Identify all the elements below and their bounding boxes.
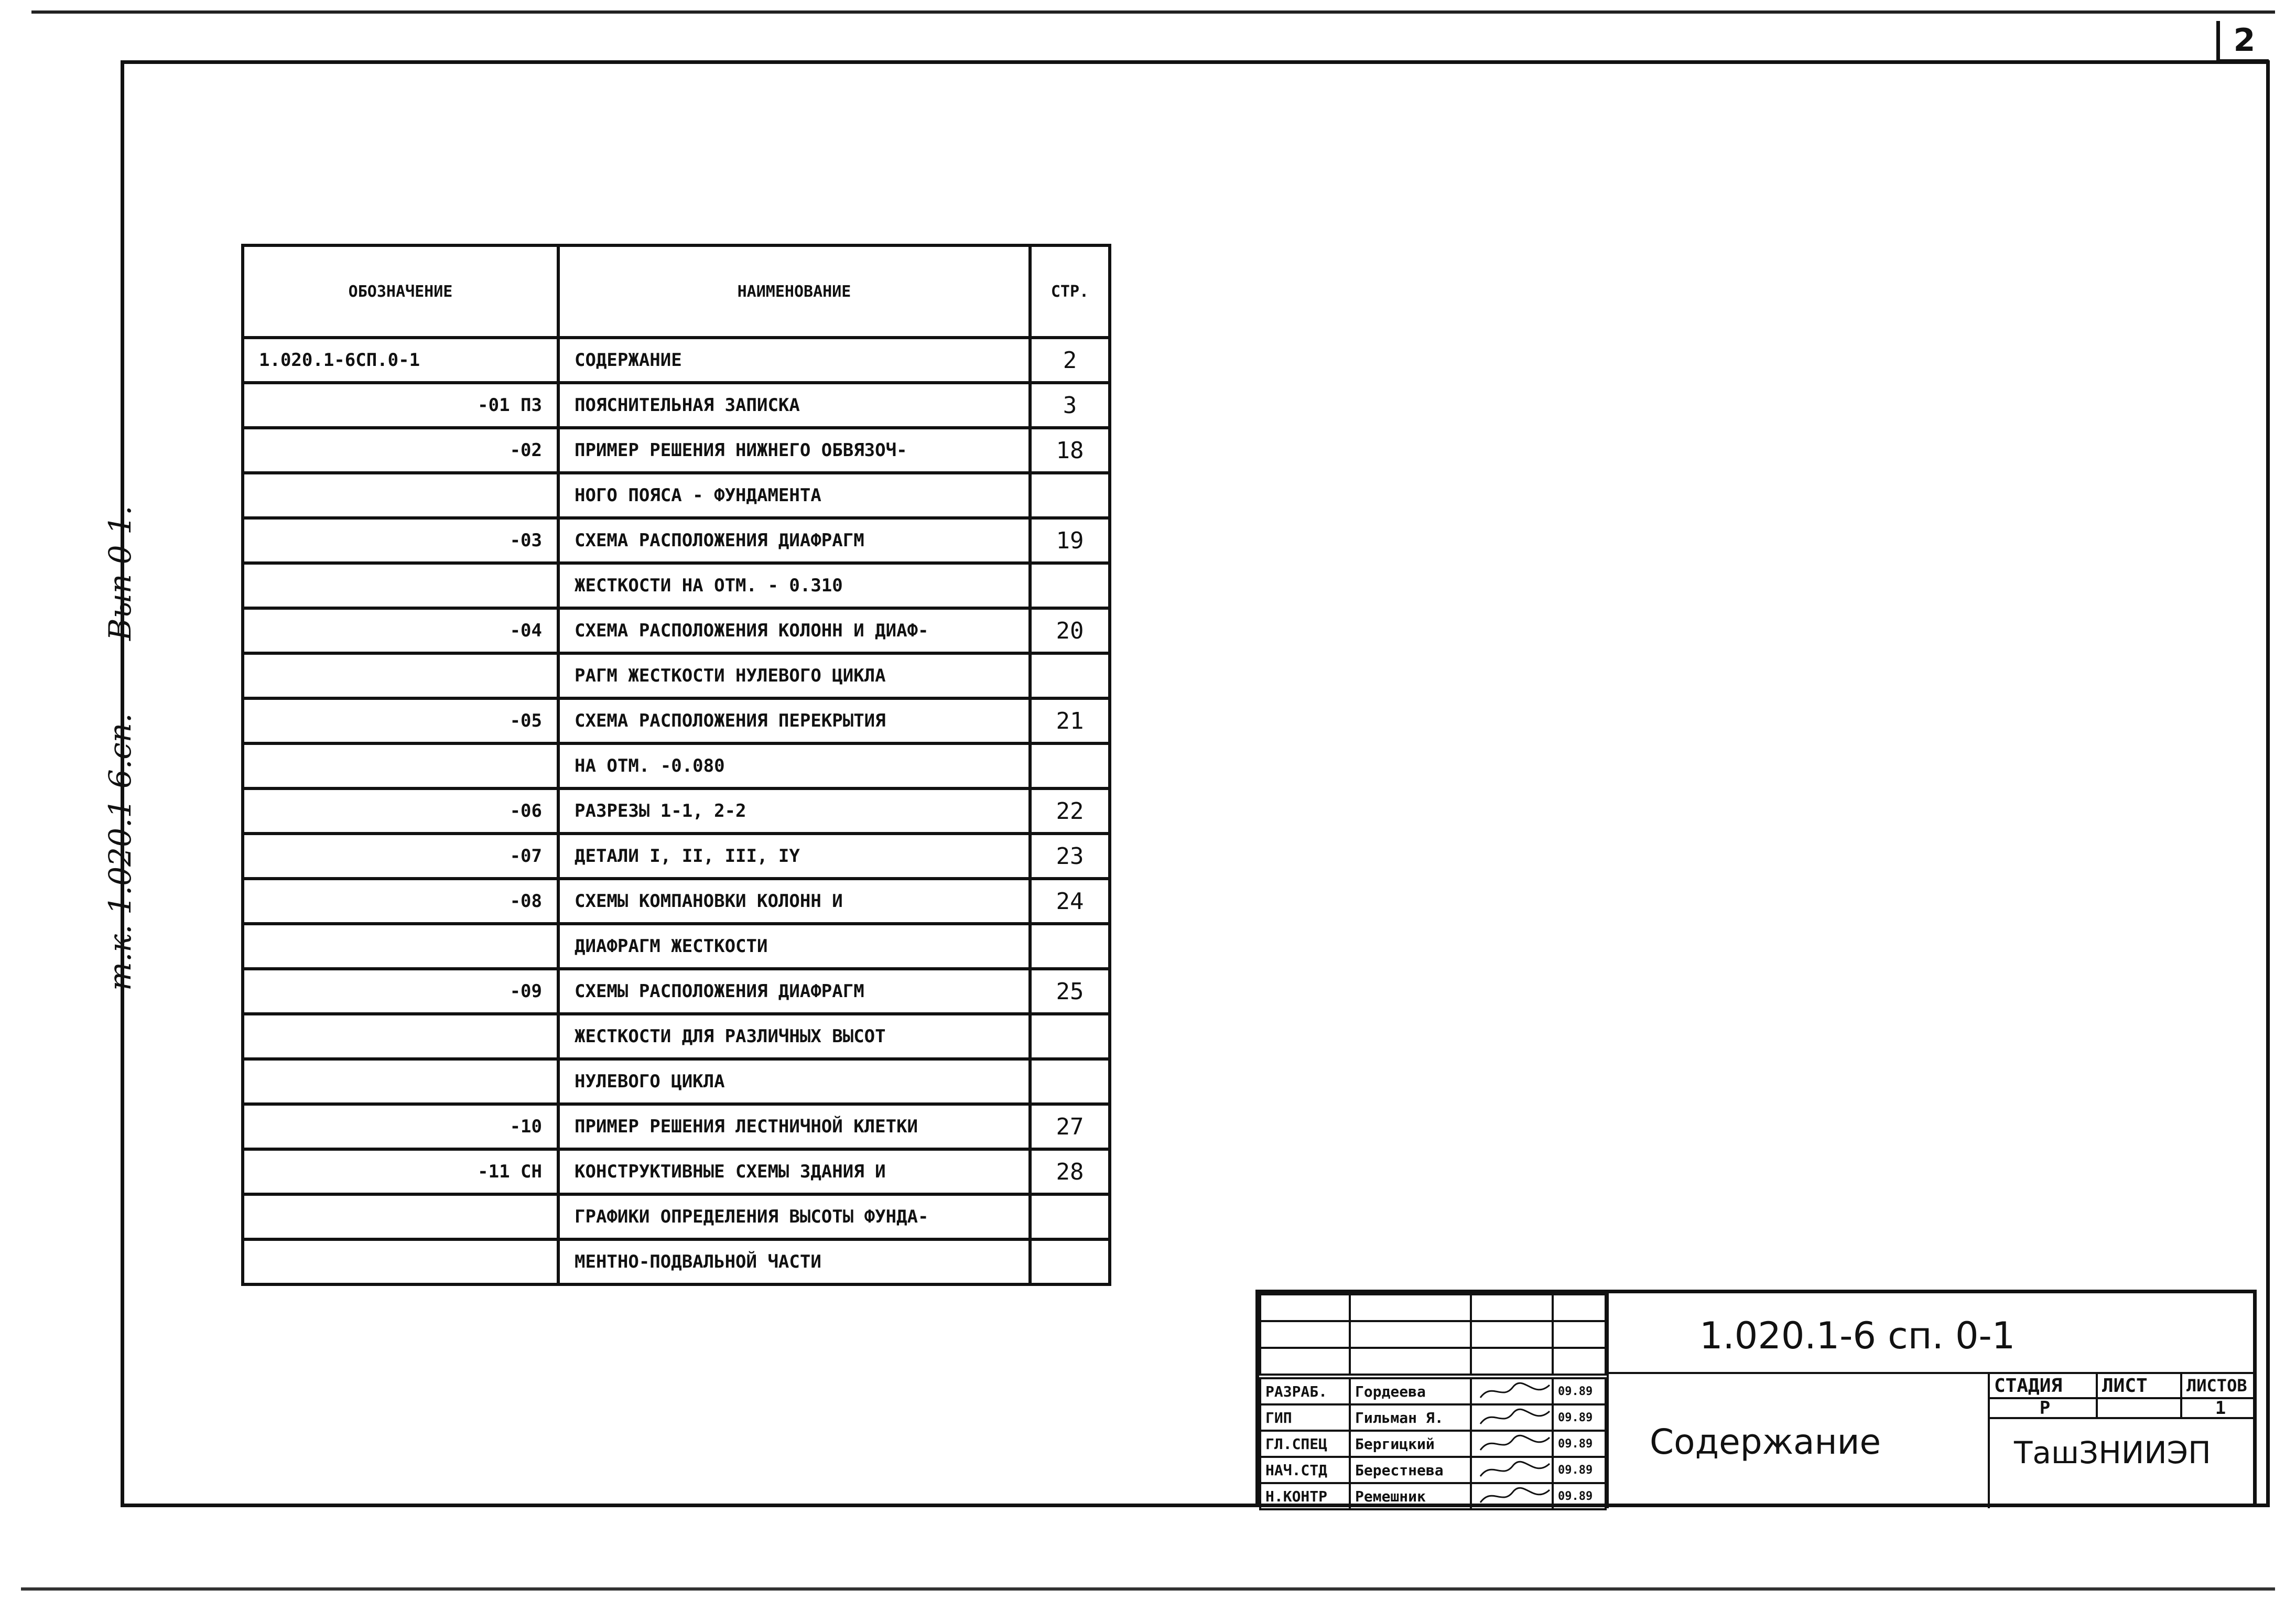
contents-designation: -03 (243, 518, 558, 563)
contents-page: 24 (1030, 879, 1110, 924)
contents-row (243, 563, 1110, 608)
contents-page (1030, 743, 1110, 788)
series-label: т.к. 1.020.1-6.сп. (102, 713, 138, 991)
document-code: 1.020.1-6 сп. 0-1 (1699, 1314, 2016, 1357)
tb-blank (1552, 1320, 1607, 1349)
signature-date: 09.89 (1552, 1456, 1607, 1484)
contents-page: 19 (1030, 518, 1110, 563)
contents-row (243, 1059, 1110, 1104)
contents-row (243, 1239, 1110, 1284)
tb-blank (1349, 1293, 1472, 1322)
contents-name: МЕНТНО-ПОДВАЛЬНОЙ ЧАСТИ (558, 1239, 1030, 1284)
contents-page: 22 (1030, 788, 1110, 834)
signature-name: Бергицкий (1349, 1430, 1472, 1458)
signature-role: Н.КОНТР (1259, 1482, 1351, 1510)
contents-row (243, 1014, 1110, 1059)
contents-page: 28 (1030, 1149, 1110, 1194)
stage-header: СТАДИЯ (1988, 1372, 2098, 1399)
contents-designation (243, 743, 558, 788)
contents-designation (243, 1059, 558, 1104)
contents-page (1030, 1239, 1110, 1284)
contents-designation: -08 (243, 879, 558, 924)
contents-row (243, 924, 1110, 969)
contents-name: СХЕМА РАСПОЛОЖЕНИЯ ПЕРЕКРЫТИЯ (558, 698, 1030, 743)
contents-page (1030, 653, 1110, 698)
tb-blank (1349, 1320, 1472, 1349)
document-title: Содержание (1650, 1422, 1881, 1462)
contents-row (243, 788, 1110, 834)
contents-designation (243, 924, 558, 969)
contents-row (243, 383, 1110, 428)
contents-page (1030, 1194, 1110, 1239)
contents-page (1030, 1059, 1110, 1104)
contents-name: ПРИМЕР РЕШЕНИЯ НИЖНЕГО ОБВЯЗОЧ- (558, 428, 1030, 473)
signature-date: 09.89 (1552, 1377, 1607, 1405)
contents-row (243, 338, 1110, 383)
contents-page (1030, 563, 1110, 608)
sheet-header: ЛИСТ (2096, 1372, 2182, 1399)
organization: ТашЗНИИЭП (2014, 1435, 2211, 1471)
contents-name: ДЕТАЛИ I, II, III, IY (558, 834, 1030, 879)
contents-designation: -10 (243, 1104, 558, 1149)
contents-page: 3 (1030, 383, 1110, 428)
contents-name: ЖЕСТКОСТИ ДЛЯ РАЗЛИЧНЫХ ВЫСОТ (558, 1014, 1030, 1059)
header-name: НАИМЕНОВАНИЕ (558, 245, 1030, 338)
contents-row (243, 698, 1110, 743)
contents-designation: 1.020.1-6СП.0-1 (243, 338, 558, 383)
contents-page: 23 (1030, 834, 1110, 879)
contents-designation (243, 1194, 558, 1239)
contents-name: СХЕМЫ РАСПОЛОЖЕНИЯ ДИАФРАГМ (558, 969, 1030, 1014)
header-page: СТР. (1030, 245, 1110, 338)
signature-name: Гильман Я. (1349, 1403, 1472, 1432)
tb-blank (1349, 1347, 1472, 1376)
tb-blank (1470, 1347, 1554, 1376)
tb-blank (1259, 1293, 1351, 1322)
tb-blank (1552, 1293, 1607, 1322)
contents-row (243, 428, 1110, 473)
sheet-number: 2 (2216, 21, 2269, 63)
contents-designation (243, 653, 558, 698)
contents-page: 18 (1030, 428, 1110, 473)
tb-blank (1470, 1320, 1554, 1349)
contents-name: НА ОТМ. -0.080 (558, 743, 1030, 788)
contents-designation (243, 473, 558, 518)
contents-row (243, 608, 1110, 653)
contents-name: СХЕМА РАСПОЛОЖЕНИЯ ДИАФРАГМ (558, 518, 1030, 563)
contents-designation (243, 1239, 558, 1284)
contents-name: СХЕМА РАСПОЛОЖЕНИЯ КОЛОНН И ДИАФ- (558, 608, 1030, 653)
contents-page: 21 (1030, 698, 1110, 743)
signature-name: Берестнева (1349, 1456, 1472, 1484)
contents-name: ПОЯСНИТЕЛЬНАЯ ЗАПИСКА (558, 383, 1030, 428)
contents-page: 27 (1030, 1104, 1110, 1149)
contents-row (243, 834, 1110, 879)
issue-label: Вып 0-1. (102, 505, 138, 641)
contents-table (241, 244, 1111, 1286)
contents-designation: -01 ПЗ (243, 383, 558, 428)
contents-row (243, 969, 1110, 1014)
stage-value: Р (1988, 1397, 2098, 1419)
signature-mark (1470, 1377, 1554, 1405)
contents-designation (243, 1014, 558, 1059)
contents-designation: -05 (243, 698, 558, 743)
signature-role: РАЗРАБ. (1259, 1377, 1351, 1405)
contents-name: ГРАФИКИ ОПРЕДЕЛЕНИЯ ВЫСОТЫ ФУНДА- (558, 1194, 1030, 1239)
contents-name: ЖЕСТКОСТИ НА ОТМ. - 0.310 (558, 563, 1030, 608)
contents-designation: -06 (243, 788, 558, 834)
contents-designation: -02 (243, 428, 558, 473)
signature-name: Гордеева (1349, 1377, 1472, 1405)
contents-designation: -11 СН (243, 1149, 558, 1194)
contents-page (1030, 1014, 1110, 1059)
contents-body (243, 338, 1110, 1284)
contents-row (243, 1104, 1110, 1149)
signature-mark (1470, 1482, 1554, 1510)
contents-name: НОГО ПОЯСА - ФУНДАМЕНТА (558, 473, 1030, 518)
contents-row (243, 1149, 1110, 1194)
signature-name: Ремешник (1349, 1482, 1472, 1510)
sheets-value: 1 (2180, 1397, 2257, 1419)
contents-designation: -09 (243, 969, 558, 1014)
contents-row (243, 1194, 1110, 1239)
contents-name: КОНСТРУКТИВНЫЕ СХЕМЫ ЗДАНИЯ И (558, 1149, 1030, 1194)
signature-date: 09.89 (1552, 1403, 1607, 1432)
contents-designation: -07 (243, 834, 558, 879)
header-designation: ОБОЗНАЧЕНИЕ (243, 245, 558, 338)
tb-divider (1607, 1293, 1609, 1508)
tb-blank (1470, 1293, 1554, 1322)
signature-mark (1470, 1430, 1554, 1458)
title-block (1255, 1290, 2257, 1507)
contents-header-row (243, 245, 1110, 338)
sheets-header: ЛИСТОВ (2180, 1372, 2257, 1399)
signature-role: НАЧ.СТД (1259, 1456, 1351, 1484)
contents-page: 25 (1030, 969, 1110, 1014)
signature-role: ГИП (1259, 1403, 1351, 1432)
contents-row (243, 653, 1110, 698)
contents-name: ПРИМЕР РЕШЕНИЯ ЛЕСТНИЧНОЙ КЛЕТКИ (558, 1104, 1030, 1149)
outer-top-edge (31, 10, 2275, 14)
tb-blank (1552, 1347, 1607, 1376)
signature-role: ГЛ.СПЕЦ (1259, 1430, 1351, 1458)
contents-name: РАЗРЕЗЫ 1-1, 2-2 (558, 788, 1030, 834)
contents-row (243, 743, 1110, 788)
signature-date: 09.89 (1552, 1482, 1607, 1510)
signature-date: 09.89 (1552, 1430, 1607, 1458)
signature-mark (1470, 1403, 1554, 1432)
sheet-value (2096, 1397, 2182, 1419)
contents-name: СОДЕРЖАНИЕ (558, 338, 1030, 383)
tb-blank (1259, 1320, 1351, 1349)
contents-name: СХЕМЫ КОМПАНОВКИ КОЛОНН И (558, 879, 1030, 924)
contents-row (243, 518, 1110, 563)
contents-name: ДИАФРАГМ ЖЕСТКОСТИ (558, 924, 1030, 969)
contents-page (1030, 924, 1110, 969)
contents-page: 20 (1030, 608, 1110, 653)
contents-row (243, 473, 1110, 518)
contents-page (1030, 473, 1110, 518)
contents-name: НУЛЕВОГО ЦИКЛА (558, 1059, 1030, 1104)
contents-designation: -04 (243, 608, 558, 653)
contents-row (243, 879, 1110, 924)
contents-page: 2 (1030, 338, 1110, 383)
contents-name: РАГМ ЖЕСТКОСТИ НУЛЕВОГО ЦИКЛА (558, 653, 1030, 698)
tb-blank (1259, 1347, 1351, 1376)
contents-designation (243, 563, 558, 608)
side-label (102, 443, 138, 991)
signature-mark (1470, 1456, 1554, 1484)
outer-bottom-edge (21, 1587, 2275, 1591)
